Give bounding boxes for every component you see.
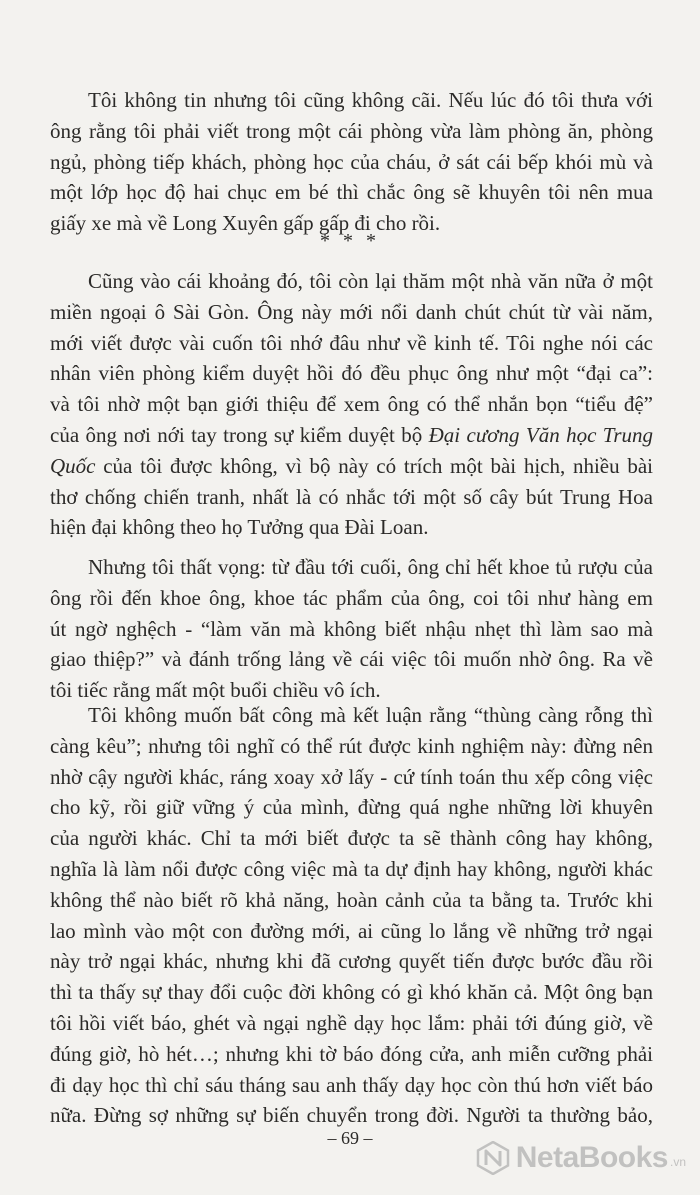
text-line: nhờ cậy người khác, ráng xoay xở lấy - cứ tính toán thu xếp công việc <box>50 764 653 789</box>
text-line: không thể nào biết rõ khả năng, hoàn cảnh của ta bằng ta. Trước khi <box>50 887 653 912</box>
text-line: một lớp học độ hai chục em bé thì chắc ông sẽ khuyên tôi nên mua <box>50 180 653 205</box>
text-line: ông rồi đến khoe ông, khoe tác phẩm của ông, coi tôi như hàng em <box>50 585 653 610</box>
text-line: Cũng vào cái khoảng đó, tôi còn lại thăm một nhà văn nữa ở một <box>88 269 653 293</box>
text-line: này trở ngại khác, nhưng khi đã cương quyết tiến được bước đầu rồi <box>50 949 653 974</box>
text-line: miền ngoại ô Sài Gòn. Ông này mới nổi danh chút chút từ vài năm, <box>50 299 653 324</box>
text-line: và tôi nhờ một bạn giới thiệu để xem ông có thể nhắn bọn “tiểu đệ” <box>50 392 653 417</box>
paragraph-1 <box>50 85 653 239</box>
book-title-italic: Quốc <box>50 453 96 478</box>
text-fragment: của ông nơi nới tay trong sự kiểm duyệt bộ <box>50 422 429 447</box>
text-line: Nhưng tôi thất vọng: từ đầu tới cuối, ông chỉ hết khoe tủ rượu của <box>88 555 653 579</box>
text-line: đi dạy học thì chỉ sáu tháng sau anh thấy dạy học còn thú hơn viết báo <box>50 1072 653 1097</box>
text-line: ngủ, phòng tiếp khách, phòng học của cháu, ở sát cái bếp khói mù và <box>50 149 653 174</box>
text-line <box>50 451 653 482</box>
text-line: Tôi không muốn bất công mà kết luận rằng “thùng càng rỗng thì <box>88 703 653 727</box>
text-line <box>50 420 653 451</box>
book-title-italic: Đại cương Văn học Trung <box>428 422 653 447</box>
text-line: nhân viên phòng kiểm duyệt hồi đó đều phục ông như một “đại ca”: <box>50 361 653 386</box>
text-line: thơ chống chiến tranh, nhất là có nhắc tới một số cây bút Trung Hoa <box>50 484 653 509</box>
text-line: ông rằng tôi phải viết trong một cái phòng vừa làm phòng ăn, phòng <box>50 118 653 143</box>
netabooks-logo-icon <box>476 1141 510 1175</box>
text-line: giấy xe mà về Long Xuyên gấp gấp đi cho rồi. <box>50 211 441 236</box>
text-fragment: của tôi được không, vì bộ này có trích một bài hịch, nhiều bài <box>95 453 653 478</box>
paragraph-2 <box>50 266 653 543</box>
text-line: tôi tiếc rằng mất một buổi chiều vô ích. <box>50 678 381 703</box>
section-separator: * * * <box>320 230 380 252</box>
text-line: mới viết được vài cuốn tôi nhớ đâu như về kinh tế. Tôi nghe nói các <box>50 330 653 355</box>
text-line: hiện đại không theo họ Tưởng qua Đài Loan. <box>50 515 429 540</box>
text-line: giao thiệp?” và đánh trống lảng về cái việc tôi muốn nhờ ông. Ra về <box>50 647 653 672</box>
paragraph-4 <box>50 700 653 1131</box>
text-line: thì ta thấy sự thay đổi cuộc đời không có gì khó khăn cả. Một ông bạn <box>50 980 653 1005</box>
text-line: càng kêu”; nhưng tôi nghĩ có thể rút được kinh nghiệm này: đừng nên <box>50 733 653 758</box>
text-line: nghĩa là làm nổi được công việc mà ta dự định hay không, người khác <box>50 856 653 881</box>
watermark-suffix: .vn <box>669 1155 686 1169</box>
text-line: nữa. Đừng sợ những sự biến chuyển trong đời. Người ta thường bảo, <box>50 1103 653 1128</box>
text-line: tôi hồi viết báo, ghét và ngại nghề dạy học lắm: phải tới đúng giờ, về <box>50 1010 653 1035</box>
text-line: cho kỹ, rồi giữ vững ý của mình, đừng quá nghe những lời khuyên <box>50 795 653 820</box>
text-line: Tôi không tin nhưng tôi cũng không cãi. Nếu lúc đó tôi thưa với <box>88 88 653 112</box>
netabooks-watermark <box>476 1141 686 1175</box>
text-line: đúng giờ, hò hét…; nhưng khi tờ báo đóng cửa, anh miễn cưỡng phải <box>50 1041 653 1066</box>
watermark-brand: NetaBooks <box>515 1141 668 1174</box>
paragraph-3 <box>50 552 653 706</box>
text-line: út ngờ nghệch - “làm văn mà không biết nhậu nhẹt thì làm sao mà <box>50 616 653 641</box>
text-line: của người khác. Chỉ ta mới biết được ta sẽ thành công hay không, <box>50 826 653 851</box>
text-line: lao mình vào một con đường mới, ai cũng lo lắng về những trở ngại <box>50 918 653 943</box>
page-number: – 69 – <box>327 1128 373 1148</box>
